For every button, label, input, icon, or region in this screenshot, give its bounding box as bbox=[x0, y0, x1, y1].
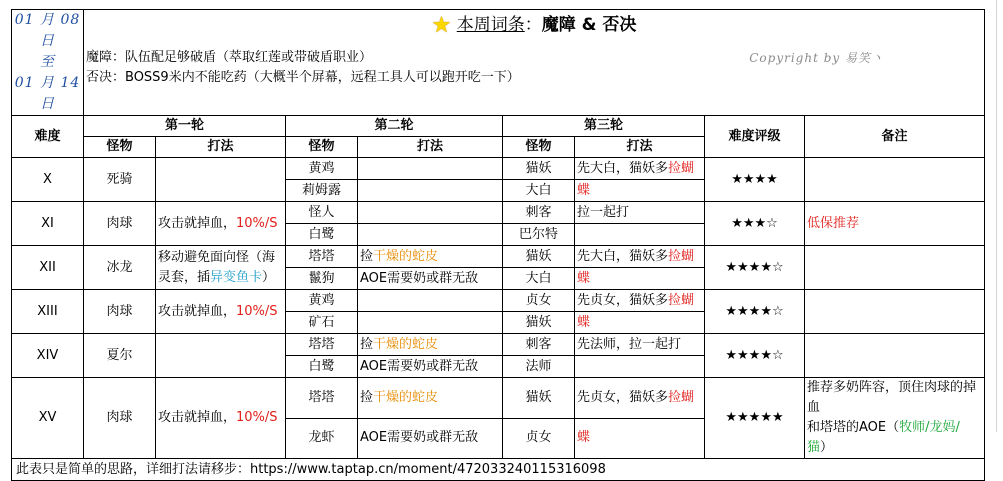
col-r3-monster: 怪物 bbox=[503, 137, 575, 158]
date-range-cell bbox=[12, 10, 84, 116]
round2-monster: 龙虾 bbox=[286, 418, 358, 459]
text-segment: 捡蝴 bbox=[668, 292, 695, 308]
round1-tactic bbox=[156, 378, 286, 459]
col-r2-tactic: 打法 bbox=[358, 137, 503, 158]
text-segment: 灵套，插 bbox=[158, 269, 211, 285]
round2-tactic bbox=[358, 334, 503, 356]
difficulty-level: X bbox=[12, 158, 84, 202]
round2-monster: 白鹭 bbox=[286, 224, 358, 246]
round2-tactic bbox=[358, 290, 503, 312]
text-segment: 10%/S bbox=[236, 215, 278, 231]
round1-monster: 肉球 bbox=[84, 378, 156, 459]
round2-monster: 塔塔 bbox=[286, 334, 358, 356]
round3-monster: 猫妖 bbox=[503, 378, 575, 419]
table-row bbox=[12, 378, 985, 419]
round3-tactic bbox=[575, 290, 705, 312]
round3-tactic bbox=[575, 378, 705, 419]
text-segment: 捡 bbox=[360, 389, 374, 405]
difficulty-rating: ★★★★☆ bbox=[705, 334, 805, 378]
text-segment: AOE需要奶或群无敌 bbox=[360, 358, 479, 374]
round3-monster: 巴尔特 bbox=[503, 224, 575, 246]
round2-tactic bbox=[358, 418, 503, 459]
round2-tactic bbox=[358, 180, 503, 202]
footer-note: 此表只是简单的思路，详细打法请移步：https://www.taptap.cn/moment/472033240115316098 bbox=[12, 459, 985, 481]
text-segment: 低保推荐 bbox=[807, 215, 860, 231]
table-row bbox=[12, 290, 985, 312]
text-segment: 捡蝴 bbox=[668, 389, 695, 405]
text-segment: 推荐多奶阵容，顶住肉球的掉血 bbox=[807, 380, 977, 415]
notes-line bbox=[807, 378, 984, 418]
text-segment: 先大白，猫妖多 bbox=[577, 160, 669, 176]
text-segment: 蝶 bbox=[577, 182, 591, 198]
text-segment: 牧师/龙妈/猫 bbox=[807, 420, 960, 455]
round2-tactic bbox=[358, 202, 503, 224]
table-body bbox=[12, 158, 985, 459]
round3-tactic bbox=[575, 246, 705, 268]
text-segment: 干燥的蛇皮 bbox=[373, 389, 439, 405]
text-segment: 蝶 bbox=[577, 270, 591, 286]
difficulty-level: XII bbox=[12, 246, 84, 290]
grid-line bbox=[996, 0, 997, 432]
round2-monster: 白鹭 bbox=[286, 356, 358, 378]
table-row bbox=[12, 158, 985, 180]
text-segment: AOE需要奶或群无敌 bbox=[360, 270, 479, 286]
difficulty-rating: ★★★★☆ bbox=[705, 246, 805, 290]
difficulty-level: XIV bbox=[12, 334, 84, 378]
date-separator: 至 bbox=[40, 54, 55, 70]
notes-cell bbox=[805, 158, 985, 202]
col-r2-monster: 怪物 bbox=[286, 137, 358, 158]
round2-monster: 塔塔 bbox=[286, 246, 358, 268]
round1-monster: 死骑 bbox=[84, 158, 156, 202]
round3-tactic bbox=[575, 158, 705, 180]
text-segment: 先贞女，猫妖多 bbox=[577, 389, 669, 405]
affix-description-2: 否决：BOSS9米内不能吃药（大概半个屏幕，远程工具人可以跑开吃一下） bbox=[86, 70, 520, 85]
tactic-line bbox=[158, 268, 285, 288]
text-segment: 10%/S bbox=[236, 410, 278, 425]
text-segment: 先贞女，猫妖多 bbox=[577, 292, 669, 308]
col-r3-tactic: 打法 bbox=[575, 137, 705, 158]
notes-cell bbox=[805, 246, 985, 290]
round3-monster: 贞女 bbox=[503, 290, 575, 312]
round2-monster: 矿石 bbox=[286, 312, 358, 334]
round3-tactic bbox=[575, 334, 705, 356]
round2-tactic bbox=[358, 268, 503, 290]
text-segment: 攻击就掉血， bbox=[158, 410, 237, 425]
difficulty-level: XV bbox=[12, 378, 84, 459]
text-segment: 捡 bbox=[360, 248, 374, 264]
round3-monster: 刺客 bbox=[503, 334, 575, 356]
text-segment: 攻击就掉血， bbox=[158, 215, 237, 231]
col-difficulty: 难度 bbox=[12, 116, 84, 158]
round1-tactic bbox=[156, 290, 286, 334]
difficulty-rating: ★★★★☆ bbox=[705, 290, 805, 334]
text-segment: 先法师，拉一起打 bbox=[577, 336, 682, 352]
table-row bbox=[12, 202, 985, 224]
round3-monster: 大白 bbox=[503, 180, 575, 202]
notes-cell bbox=[805, 378, 985, 459]
round2-tactic bbox=[358, 312, 503, 334]
notes-cell bbox=[805, 202, 985, 246]
round2-monster: 怪人 bbox=[286, 202, 358, 224]
round1-monster: 夏尔 bbox=[84, 334, 156, 378]
col-r1-monster: 怪物 bbox=[84, 137, 156, 158]
notes-cell bbox=[805, 290, 985, 334]
table-row bbox=[12, 246, 985, 268]
text-segment: 蝶 bbox=[577, 430, 591, 446]
round3-tactic bbox=[575, 418, 705, 459]
round1-monster: 冰龙 bbox=[84, 246, 156, 290]
title-prefix: 本周词条 bbox=[456, 15, 525, 35]
text-segment: 干燥的蛇皮 bbox=[373, 336, 439, 352]
text-segment: AOE需要奶或群无敌 bbox=[360, 430, 479, 446]
table-row bbox=[12, 334, 985, 356]
round1-monster: 肉球 bbox=[84, 290, 156, 334]
page-title bbox=[84, 12, 984, 39]
round3-tactic bbox=[575, 312, 705, 334]
text-segment: 10%/S bbox=[236, 303, 278, 319]
text-segment: 攻击就掉血， bbox=[158, 303, 237, 319]
text-segment: ） bbox=[820, 440, 834, 455]
round3-monster: 法师 bbox=[503, 356, 575, 378]
round2-tactic bbox=[358, 356, 503, 378]
star-icon: ★ bbox=[431, 13, 452, 38]
text-segment: 和塔塔的AOE（ bbox=[807, 420, 900, 435]
col-r1-tactic: 打法 bbox=[156, 137, 286, 158]
text-segment: 捡蝴 bbox=[668, 160, 695, 176]
round3-monster: 猫妖 bbox=[503, 158, 575, 180]
text-segment: ） bbox=[262, 269, 276, 285]
round2-monster: 黄鸡 bbox=[286, 158, 358, 180]
text-segment: 异变鱼卡 bbox=[210, 269, 263, 285]
difficulty-rating: ★★★☆ bbox=[705, 202, 805, 246]
col-rating: 难度评级 bbox=[705, 116, 805, 158]
round2-tactic bbox=[358, 224, 503, 246]
round3-tactic bbox=[575, 180, 705, 202]
schedule-table bbox=[11, 9, 985, 481]
header-cell bbox=[84, 10, 985, 116]
text-segment: 捡蝴 bbox=[668, 248, 695, 264]
round2-monster: 莉姆露 bbox=[286, 180, 358, 202]
text-segment: 干燥的蛇皮 bbox=[373, 248, 439, 264]
copyright: Copyright by 易笑丶 bbox=[749, 51, 884, 65]
round3-monster: 大白 bbox=[503, 268, 575, 290]
round3-tactic bbox=[575, 268, 705, 290]
round2-monster: 黄鸡 bbox=[286, 290, 358, 312]
date-end: 01 月 14 日 bbox=[14, 75, 81, 112]
round1-tactic bbox=[156, 246, 286, 290]
round1-tactic bbox=[156, 202, 286, 246]
round3-monster: 猫妖 bbox=[503, 312, 575, 334]
round3-monster: 刺客 bbox=[503, 202, 575, 224]
tactic-line: 移动避免面向怪（海 bbox=[158, 249, 276, 265]
notes-line bbox=[807, 214, 984, 234]
title-main: 魔障 & 否决 bbox=[541, 15, 637, 35]
affix-description-1: 魔障：队伍配足够破盾（萃取红莲或带破盾职业） bbox=[86, 50, 373, 65]
round3-monster: 猫妖 bbox=[503, 246, 575, 268]
round1-monster: 肉球 bbox=[84, 202, 156, 246]
col-round1: 第一轮 bbox=[84, 116, 286, 137]
round1-tactic bbox=[156, 158, 286, 202]
round2-monster: 鬣狗 bbox=[286, 268, 358, 290]
date-start: 01 月 08 日 bbox=[14, 12, 81, 49]
notes-line bbox=[807, 418, 984, 458]
round3-monster: 贞女 bbox=[503, 418, 575, 459]
text-segment: 捡 bbox=[360, 336, 374, 352]
difficulty-rating: ★★★★ bbox=[705, 158, 805, 202]
difficulty-level: XIII bbox=[12, 290, 84, 334]
round2-tactic bbox=[358, 246, 503, 268]
text-segment: 蝶 bbox=[577, 314, 591, 330]
round2-monster: 塔塔 bbox=[286, 378, 358, 419]
difficulty-rating: ★★★★★ bbox=[705, 378, 805, 459]
title-colon: ： bbox=[524, 15, 542, 35]
round3-tactic bbox=[575, 356, 705, 378]
col-round2: 第二轮 bbox=[286, 116, 503, 137]
notes-cell bbox=[805, 334, 985, 378]
round2-tactic bbox=[358, 158, 503, 180]
round2-tactic bbox=[358, 378, 503, 419]
col-notes: 备注 bbox=[805, 116, 985, 158]
col-round3: 第三轮 bbox=[503, 116, 705, 137]
difficulty-level: XI bbox=[12, 202, 84, 246]
text-segment: 先大白，猫妖多 bbox=[577, 248, 669, 264]
round1-tactic bbox=[156, 334, 286, 378]
round3-tactic bbox=[575, 224, 705, 246]
text-segment: 拉一起打 bbox=[577, 204, 630, 220]
round3-tactic bbox=[575, 202, 705, 224]
